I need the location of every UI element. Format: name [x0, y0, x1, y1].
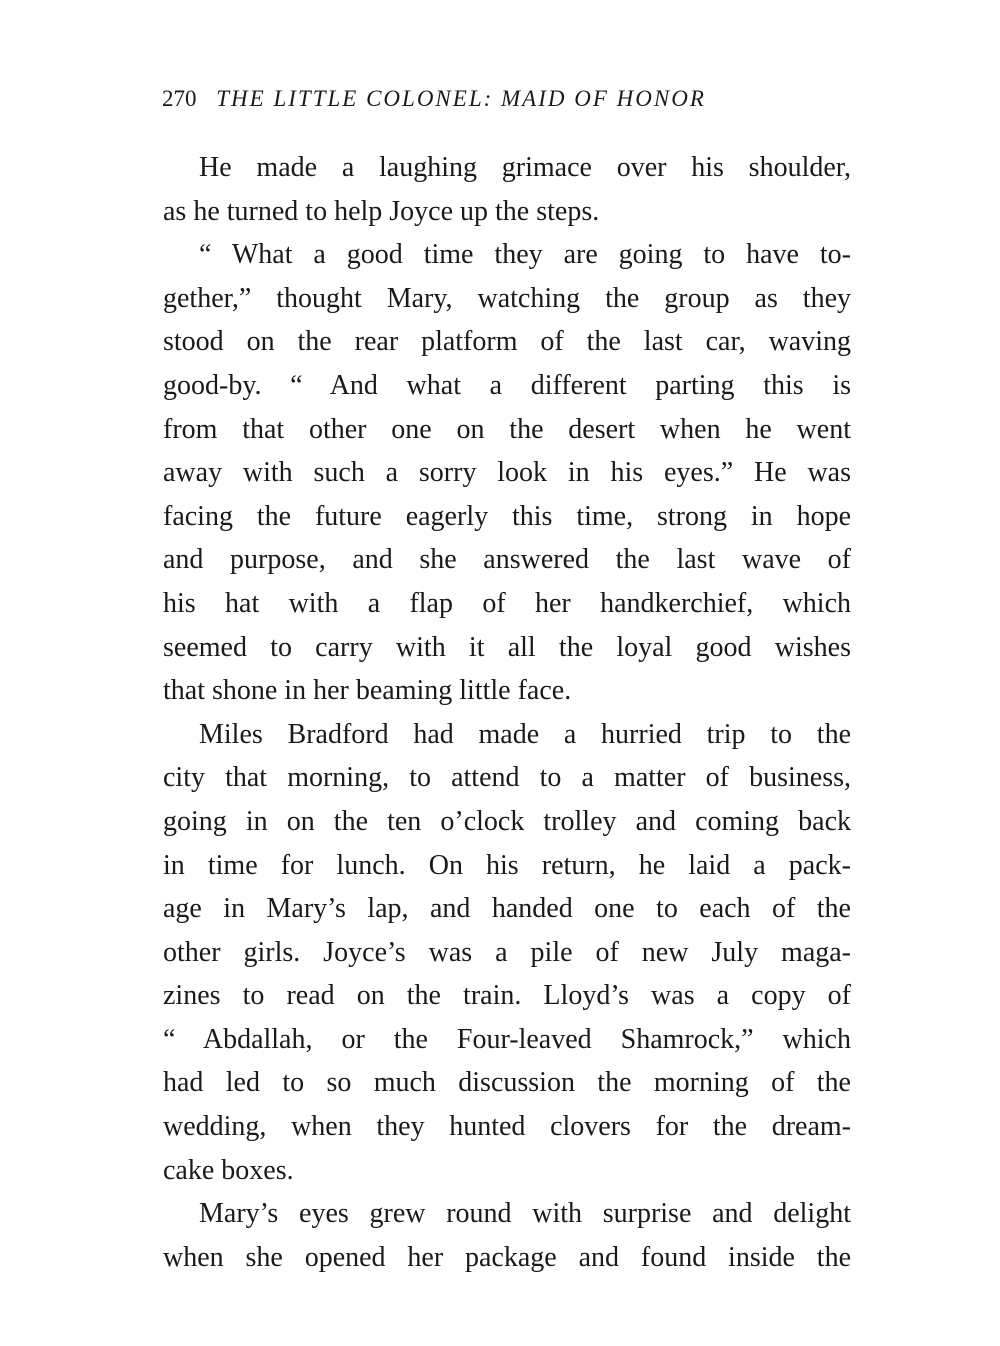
text-line: and purpose, and she answered the last wave of — [163, 544, 851, 576]
text-line: as he turned to help Joyce up the steps. — [163, 195, 600, 227]
paragraph — [163, 1192, 851, 1279]
text-line: zines to read on the train. Lloyd’s was a copy of — [163, 980, 851, 1012]
text-line: stood on the rear platform of the last car, waving — [163, 326, 851, 358]
text-line: going in on the ten o’clock trolley and coming back — [163, 805, 851, 837]
text-line: He made a laughing grimace over his shoulder, — [199, 152, 851, 183]
text-line: gether,” thought Mary, watching the group as they — [163, 282, 851, 314]
text-line: in time for lunch. On his return, he laid a pack- — [163, 849, 851, 881]
paragraph — [163, 233, 851, 713]
text-line: that shone in her beaming little face. — [163, 675, 572, 707]
text-line: “ What a good time they are going to have to- — [199, 239, 851, 271]
text-line: away with such a sorry look in his eyes.” He was — [163, 457, 851, 489]
paragraph — [163, 146, 851, 233]
book-title: THE LITTLE COLONEL: MAID OF HONOR — [216, 86, 706, 111]
paragraph — [163, 713, 851, 1193]
running-head — [162, 86, 706, 112]
body-text — [163, 146, 851, 1279]
text-line: cake boxes. — [163, 1154, 294, 1186]
text-line: other girls. Joyce’s was a pile of new July maga- — [163, 936, 851, 968]
text-line: city that morning, to attend to a matter of business, — [163, 762, 851, 794]
text-line: seemed to carry with it all the loyal good wishes — [163, 631, 851, 663]
text-line: good-by. “ And what a different parting this is — [163, 369, 851, 401]
text-line: Mary’s eyes grew round with surprise and delight — [199, 1198, 851, 1230]
page-number: 270 — [162, 86, 197, 111]
text-line: had led to so much discussion the morning of the — [163, 1067, 851, 1099]
text-line: facing the future eagerly this time, strong in hope — [163, 500, 851, 532]
text-line: when she opened her package and found inside the — [163, 1241, 851, 1273]
text-line: from that other one on the desert when he went — [163, 413, 851, 445]
text-line: “ Abdallah, or the Four-leaved Shamrock,” which — [163, 1023, 851, 1055]
text-line: Miles Bradford had made a hurried trip to the — [199, 718, 851, 750]
text-line: age in Mary’s lap, and handed one to each of the — [163, 893, 851, 925]
text-line: his hat with a flap of her handkerchief, which — [163, 587, 851, 619]
text-line: wedding, when they hunted clovers for the dream- — [163, 1111, 851, 1143]
